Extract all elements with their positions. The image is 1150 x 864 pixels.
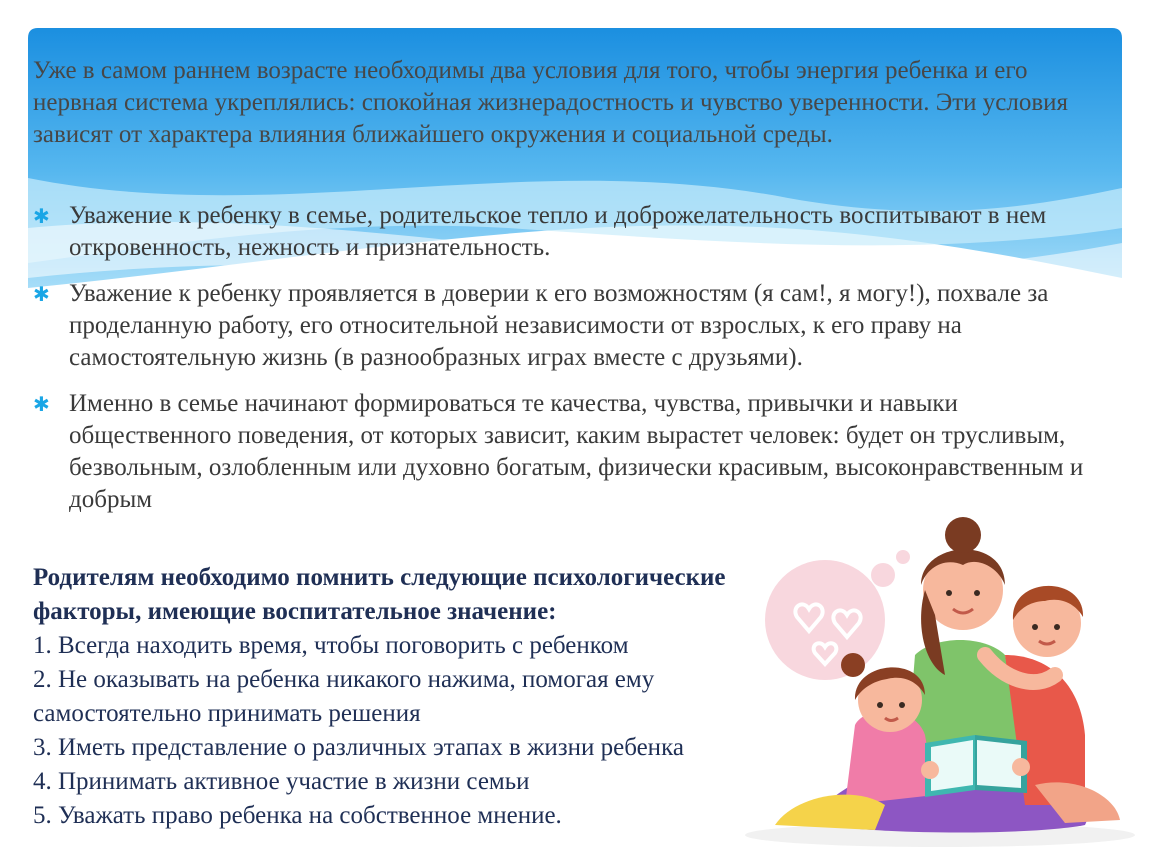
mother-reading-with-children-illustration bbox=[735, 505, 1135, 855]
factor-item: 2. Не оказывать на ребенка никакого нажима, помогая ему bbox=[33, 666, 655, 693]
factor-item: 4. Принимать активное участие в жизни семьи bbox=[33, 768, 530, 795]
list-item bbox=[33, 278, 1113, 374]
factor-item: самостоятельно принимать решения bbox=[33, 700, 421, 727]
asterisk-bullet-icon: ✱ bbox=[33, 392, 50, 416]
list-item bbox=[33, 200, 1113, 264]
list-item bbox=[33, 388, 1113, 516]
parent-factors-section bbox=[33, 561, 833, 833]
bullet-text: Именно в семье начинают формироваться те качества, чувства, привычки и навыки общественного поведения, от которых зависит, каким вырастет человек: будет он трусливым, безвольным, озлобленным или духовно богатым, физически красивым, высоконравственным и добрым bbox=[69, 390, 1084, 513]
open-book-icon bbox=[925, 735, 1027, 797]
factor-item: 5. Уважать право ребенка на собственное мнение. bbox=[33, 802, 562, 829]
factors-heading-line1: Родителям необходимо помнить следующие психологические bbox=[33, 564, 726, 591]
factors-heading-line2: факторы, имеющие воспитательное значение: bbox=[33, 598, 557, 625]
bullet-list bbox=[33, 200, 1113, 516]
heart-thought-bubble-icon bbox=[765, 550, 910, 680]
asterisk-bullet-icon: ✱ bbox=[33, 282, 50, 306]
factor-item: 3. Иметь представление о различных этапах в жизни ребенка bbox=[33, 734, 684, 761]
bullet-text: Уважение к ребенку в семье, родительское тепло и доброжелательность воспитывают в нем откровенность, нежность и признательность. bbox=[69, 202, 1047, 261]
bullet-text: Уважение к ребенку проявляется в доверии к его возможностям (я сам!, я могу!), похвале за проделанную работу, его относительной независимости от взрослых, к его праву на самостоятельную жизнь (в разнообразных играх вместе с друзьями). bbox=[69, 280, 1049, 371]
asterisk-bullet-icon: ✱ bbox=[33, 204, 50, 228]
factor-item: 1. Всегда находить время, чтобы поговорить с ребенком bbox=[33, 632, 629, 659]
intro-paragraph: Уже в самом раннем возрасте необходимы два условия для того, чтобы энергия ребенка и его нервная система укреплялись: спокойная жизнерадостность и чувство уверенности. Эти условия зависят от характера влияния ближайшего окружения и социальной среды. bbox=[33, 57, 1069, 148]
